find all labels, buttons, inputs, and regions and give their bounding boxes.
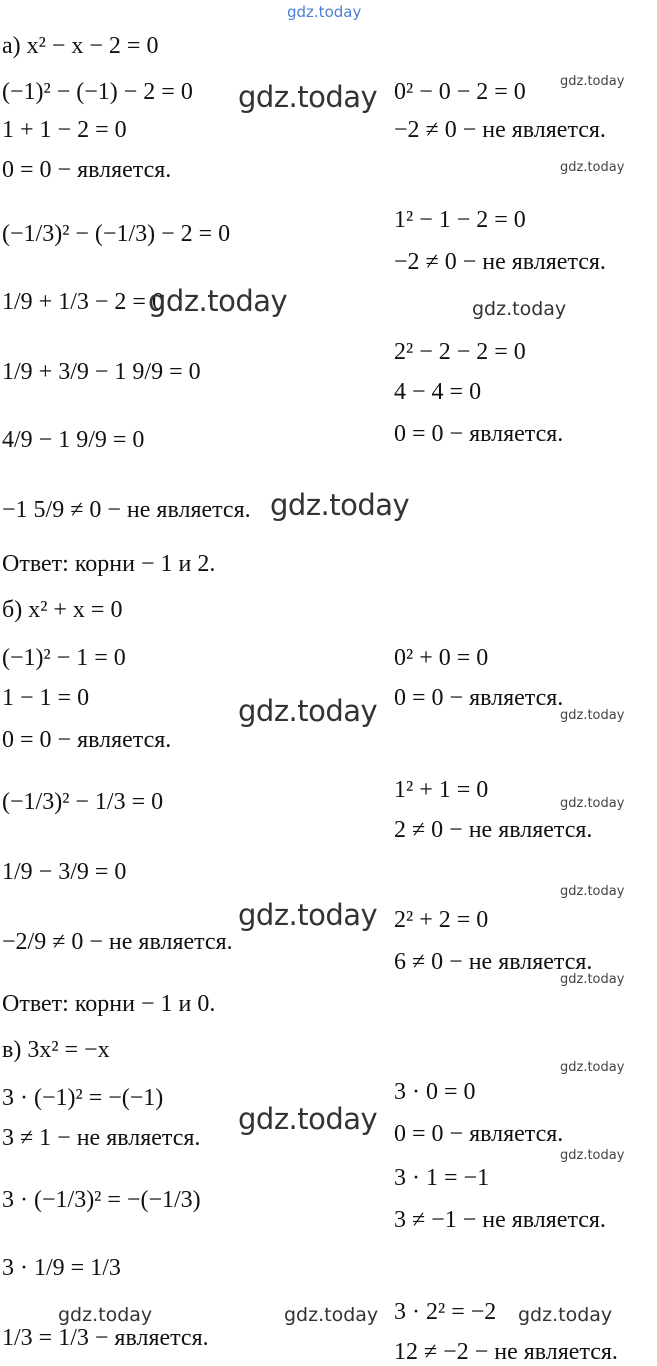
watermark-small: gdz.today <box>560 1148 625 1163</box>
section-a-right-line-6: 4 − 4 = 0 <box>394 379 482 405</box>
watermark-large: gdz.today <box>270 488 410 522</box>
watermark-large: gdz.today <box>238 1102 378 1136</box>
section-a-left-line-6: 1/9 + 3/9 − 1 9/9 = 0 <box>2 359 201 385</box>
watermark-small: gdz.today <box>560 796 625 811</box>
section-v-left-line-5: 1/3 = 1/3 − является. <box>2 1325 209 1351</box>
section-b-left-line-6: −2/9 ≠ 0 − не является. <box>2 929 233 955</box>
section-a-right-line-7: 0 = 0 − является. <box>394 421 564 447</box>
section-a-left-line-4: (−1/3)² − (−1/3) − 2 = 0 <box>2 221 231 247</box>
section-b-header: б) x² + x = 0 <box>2 597 123 623</box>
watermark-small: gdz.today <box>560 884 625 899</box>
section-a-header: а) x² − x − 2 = 0 <box>2 33 159 59</box>
watermark-small: gdz.today <box>560 1060 625 1075</box>
section-v-left-line-3: 3 · (−1/3)² = −(−1/3) <box>2 1187 201 1213</box>
section-v-left-line-1: 3 · (−1)² = −(−1) <box>2 1085 164 1111</box>
watermark-small: gdz.today <box>560 972 625 987</box>
section-v-header: в) 3x² = −x <box>2 1037 110 1063</box>
section-a-right-line-3: 1² − 1 − 2 = 0 <box>394 207 526 233</box>
section-v-right-line-3: 3 · 1 = −1 <box>394 1165 490 1191</box>
watermark-medium: gdz.today <box>284 1304 379 1326</box>
section-b-right-line-2: 0 = 0 − является. <box>394 685 564 711</box>
watermark-top: gdz.today <box>287 3 362 21</box>
section-v-right-line-6: 12 ≠ −2 − не является. <box>394 1339 618 1365</box>
section-b-right-line-1: 0² + 0 = 0 <box>394 645 489 671</box>
section-a-left-line-8: −1 5/9 ≠ 0 − не является. <box>2 497 251 523</box>
section-b-right-line-5: 2² + 2 = 0 <box>394 907 489 933</box>
watermark-small: gdz.today <box>560 160 625 175</box>
section-b-left-line-4: (−1/3)² − 1/3 = 0 <box>2 789 164 815</box>
watermark-medium: gdz.today <box>472 298 567 320</box>
section-v-left-line-4: 3 · 1/9 = 1/3 <box>2 1255 121 1281</box>
section-a-right-line-1: 0² − 0 − 2 = 0 <box>394 79 526 105</box>
watermark-large: gdz.today <box>238 694 378 728</box>
section-b-left-line-2: 1 − 1 = 0 <box>2 685 90 711</box>
section-b-answer: Ответ: корни − 1 и 0. <box>2 991 216 1017</box>
section-b-right-line-3: 1² + 1 = 0 <box>394 777 489 803</box>
section-a-answer: Ответ: корни − 1 и 2. <box>2 551 216 577</box>
watermark-large: gdz.today <box>238 80 378 114</box>
section-a-left-line-7: 4/9 − 1 9/9 = 0 <box>2 427 145 453</box>
section-b-left-line-5: 1/9 − 3/9 = 0 <box>2 859 127 885</box>
section-v-right-line-5: 3 · 2² = −2 <box>394 1299 497 1325</box>
watermark-small: gdz.today <box>560 74 625 89</box>
watermark-large: gdz.today <box>148 284 288 318</box>
section-b-left-line-1: (−1)² − 1 = 0 <box>2 645 126 671</box>
section-a-right-line-4: −2 ≠ 0 − не является. <box>394 249 606 275</box>
watermark-medium: gdz.today <box>518 1304 613 1326</box>
watermark-medium: gdz.today <box>58 1304 153 1326</box>
section-a-left-line-5: 1/9 + 1/3 − 2 = 0 <box>2 289 164 315</box>
section-a-left-line-2: 1 + 1 − 2 = 0 <box>2 117 127 143</box>
section-v-right-line-4: 3 ≠ −1 − не является. <box>394 1207 606 1233</box>
watermark-large: gdz.today <box>238 898 378 932</box>
section-v-left-line-2: 3 ≠ 1 − не является. <box>2 1125 201 1151</box>
section-b-left-line-3: 0 = 0 − является. <box>2 727 172 753</box>
section-a-left-line-3: 0 = 0 − является. <box>2 157 172 183</box>
section-v-right-line-2: 0 = 0 − является. <box>394 1121 564 1147</box>
section-b-right-line-6: 6 ≠ 0 − не является. <box>394 949 593 975</box>
section-v-right-line-1: 3 · 0 = 0 <box>394 1079 476 1105</box>
section-a-right-line-2: −2 ≠ 0 − не является. <box>394 117 606 143</box>
section-a-left-line-1: (−1)² − (−1) − 2 = 0 <box>2 79 193 105</box>
section-b-right-line-4: 2 ≠ 0 − не является. <box>394 817 593 843</box>
section-a-right-line-5: 2² − 2 − 2 = 0 <box>394 339 526 365</box>
watermark-small: gdz.today <box>560 708 625 723</box>
